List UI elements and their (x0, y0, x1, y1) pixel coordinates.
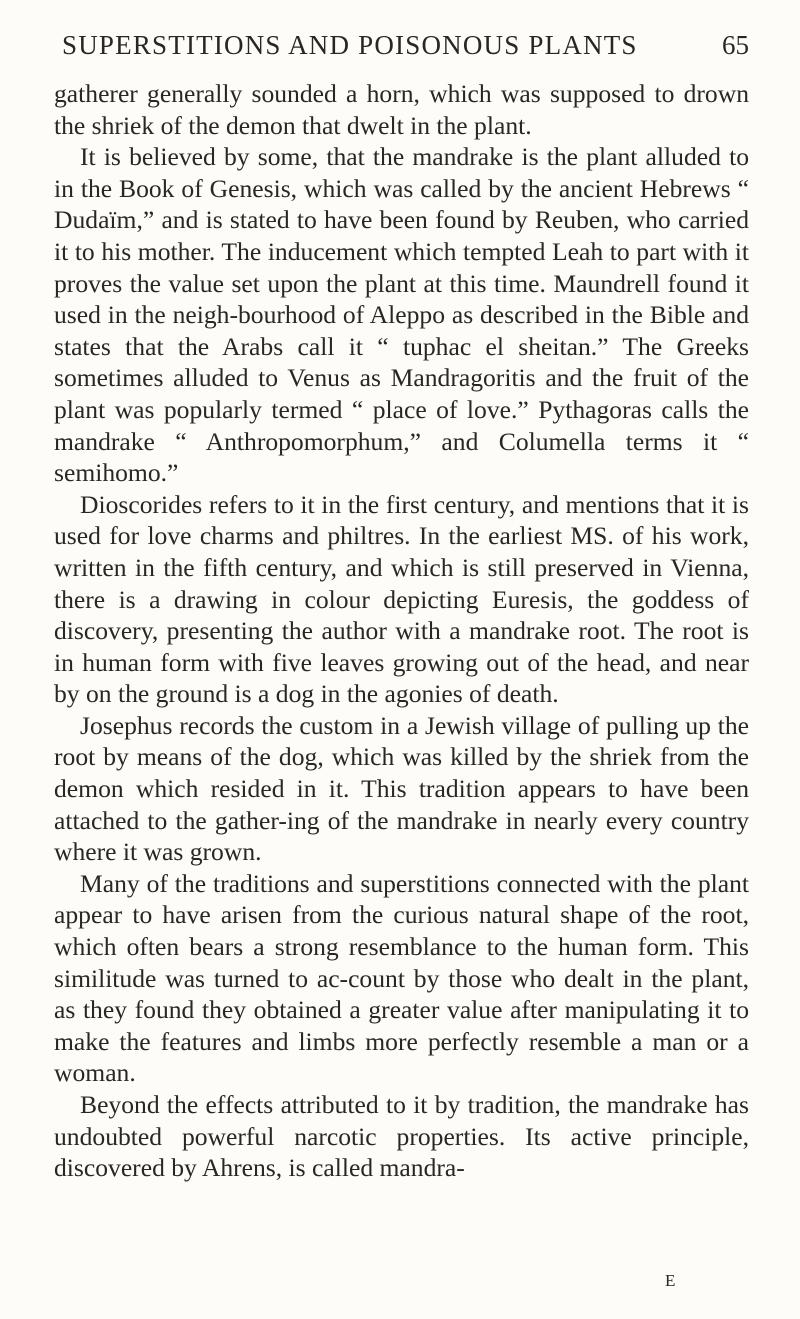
running-title: SUPERSTITIONS AND POISONOUS PLANTS (62, 30, 638, 60)
page-number: 65 (722, 30, 749, 60)
running-head (54, 30, 749, 70)
book-page (54, 30, 749, 1184)
paragraph: gatherer generally sounded a horn, which was supposed to drown the shriek of the demon that dwelt in the plant. (54, 79, 749, 140)
paragraph: Beyond the effects attributed to it by tradition, the mandrake has undoubted powerful narcotic properties. Its active principle, discovered by Ahrens, is called mandra- (54, 1090, 749, 1183)
signature-mark: E (665, 1271, 676, 1290)
paragraph: Josephus records the custom in a Jewish village of pulling up the root by means of the dog, which was killed by the shriek from the demon which resided in it. This tradition appears to have been attached to the gather-ing of the mandrake in nearly every country where it was grown. (54, 710, 749, 867)
paragraph: Many of the traditions and superstitions connected with the plant appear to have arisen from the curious natural shape of the root, which often bears a strong resemblance to the human form. This similitude was turned to ac-count by those who dealt in the plant, as they found they obtained a greater value after manipulating it to make the features and limbs more perfectly resemble a man or a woman. (54, 868, 749, 1088)
paragraph: Dioscorides refers to it in the first century, and mentions that it is used for love charms and philtres. In the earliest MS. of his work, written in the fifth century, and which is still preserved in Vienna, there is a drawing in colour depicting Euresis, the goddess of discovery, presenting the author with a mandrake root. The root is in human form with five leaves growing out of the head, and near by on the ground is a dog in the agonies of death. (54, 489, 749, 709)
body-text (54, 78, 749, 1184)
paragraph: It is believed by some, that the mandrake is the plant alluded to in the Book of Genesis, which was called by the ancient Hebrews “ Dudaïm,” and is stated to have been found by Reuben, who carried it to his mother. The inducement which tempted Leah to part with it proves the value set upon the plant at this time. Maundrell found it used in the neigh-bourhood of Aleppo as described in the Bible and states that the Arabs call it “ tuphac el sheitan.” The Greeks sometimes alluded to Venus as Mandragoritis and the fruit of the plant was popularly termed “ place of love.” Pythagoras calls the mandrake “ Anthropomorphum,” and Columella terms it “ semihomo.” (54, 142, 749, 488)
